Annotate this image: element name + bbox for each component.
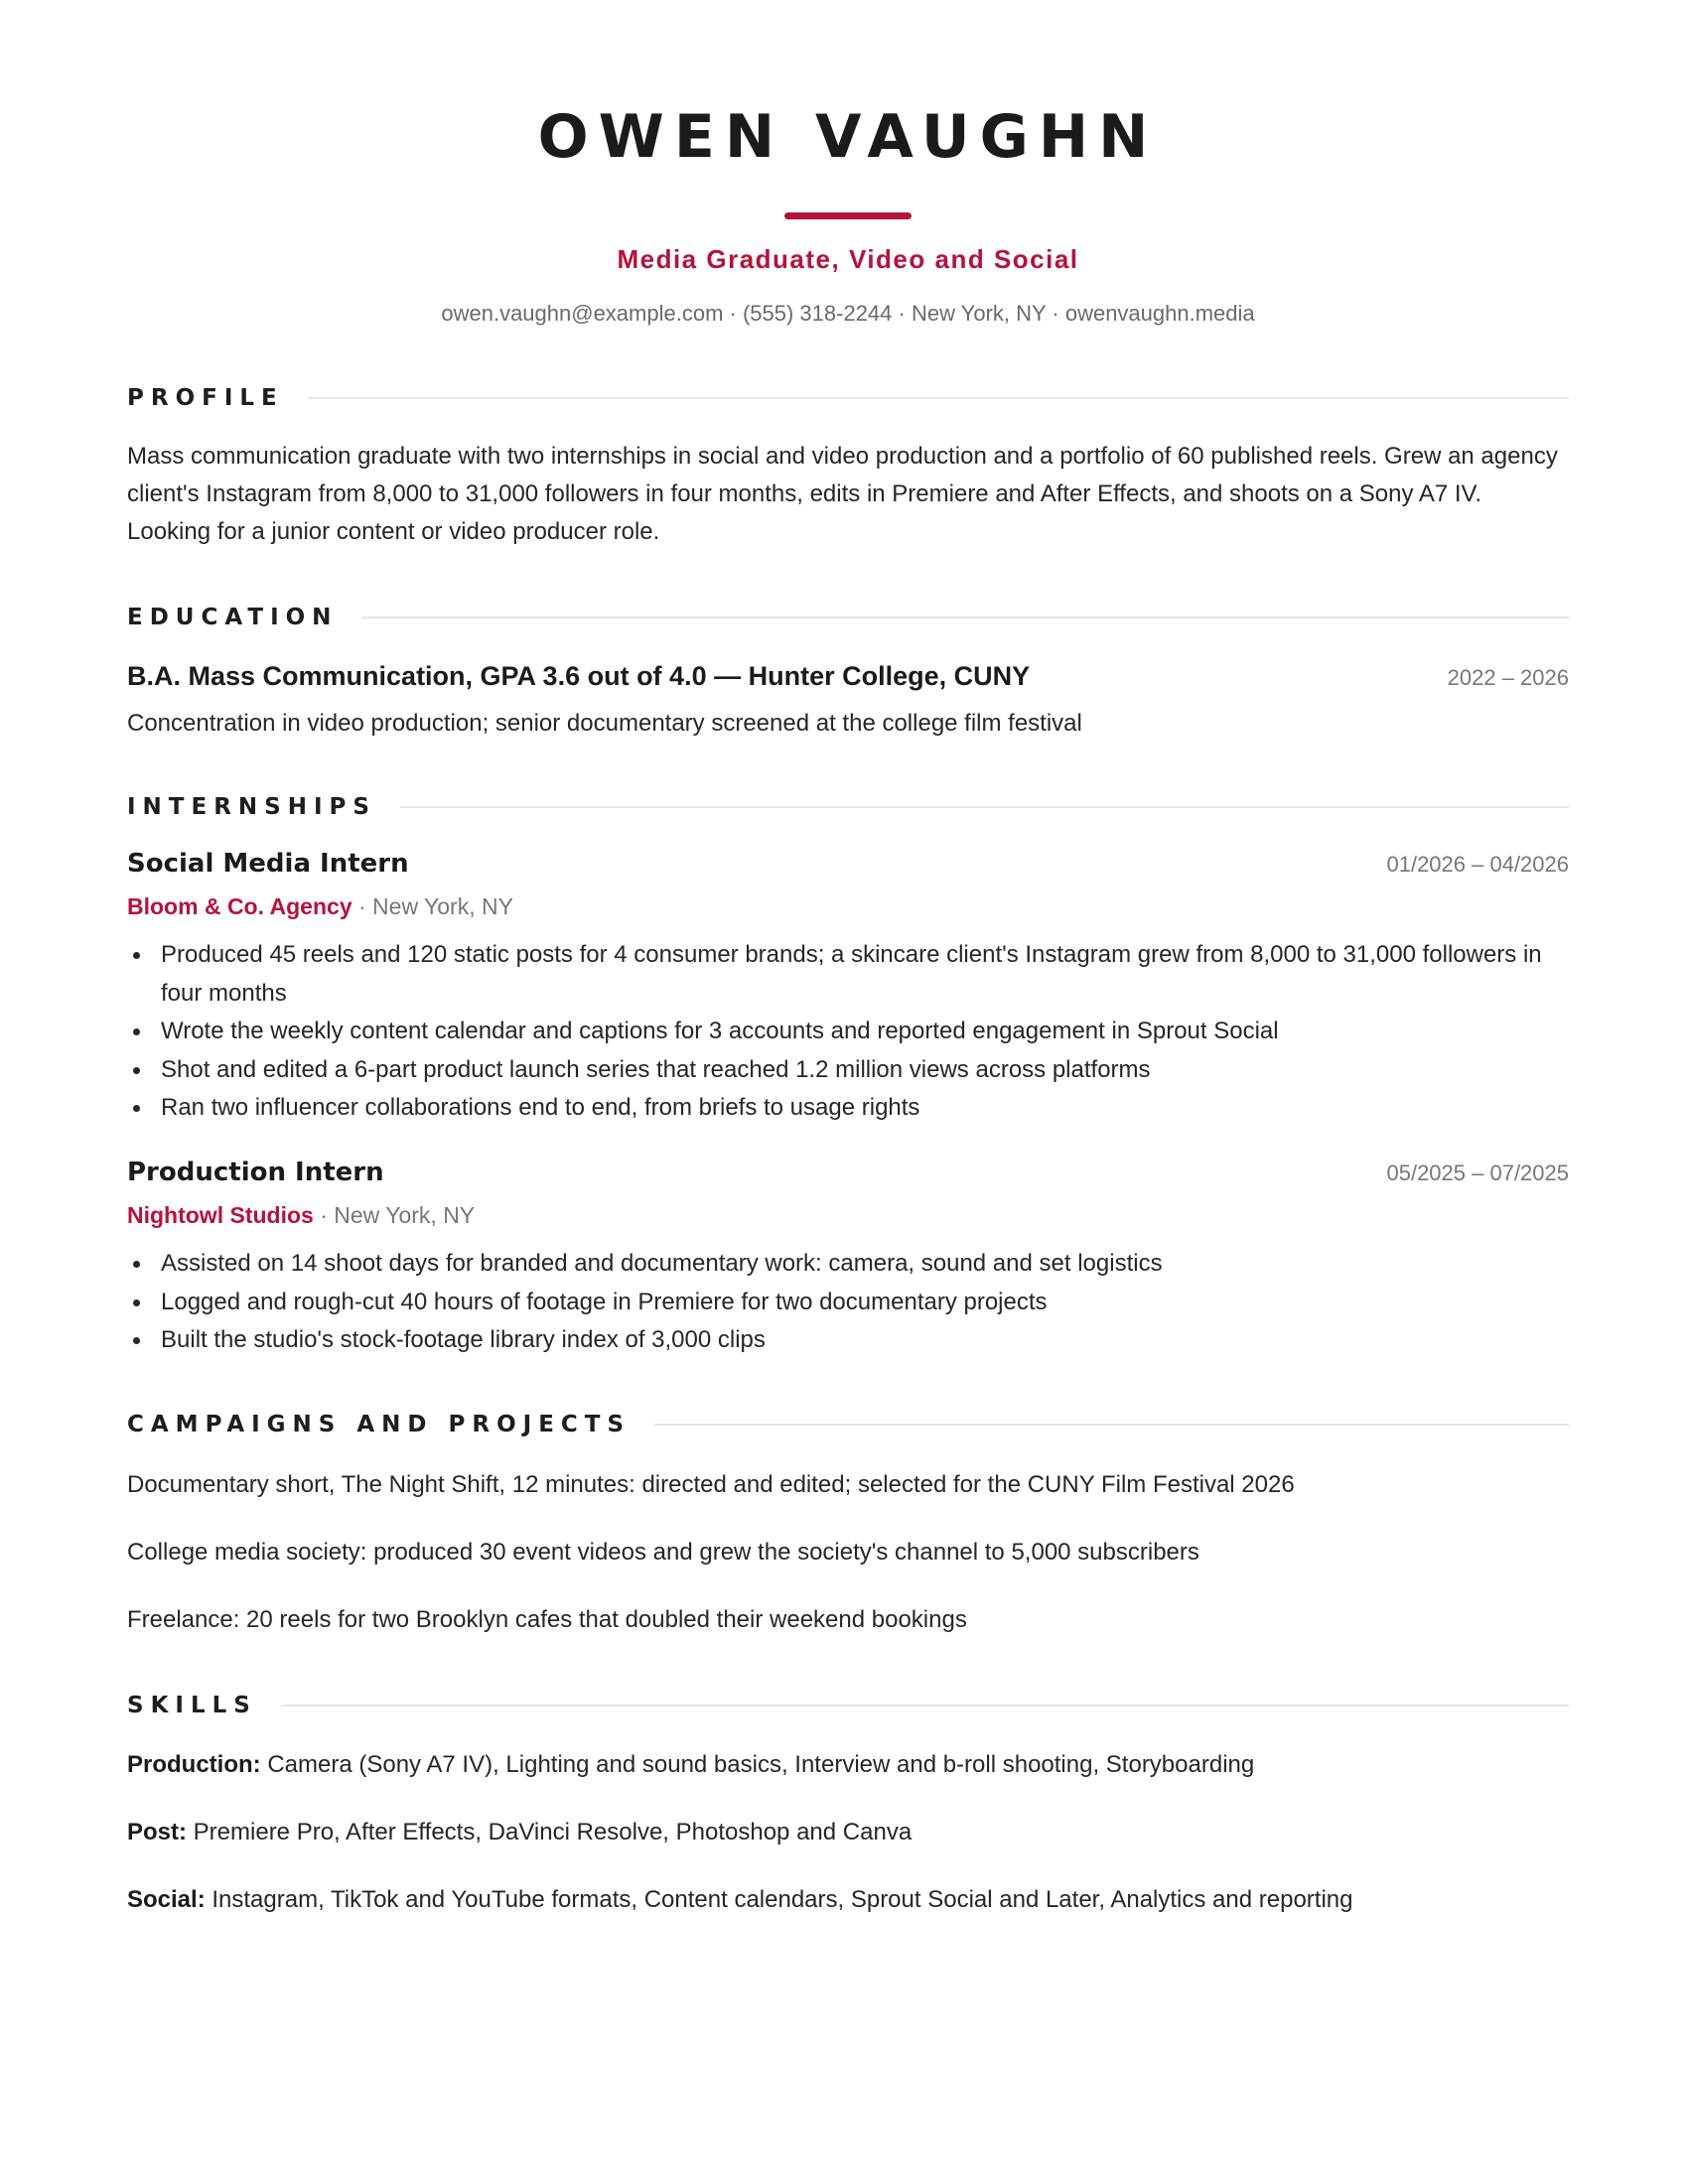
employer-location: · New York, NY xyxy=(352,893,513,919)
education-detail: Concentration in video production; senior documentary screened at the college film festival xyxy=(127,710,1082,737)
job-bullets xyxy=(127,936,1569,1128)
job-dates: 01/2026 – 04/2026 xyxy=(1386,852,1569,877)
education-dates: 2022 – 2026 xyxy=(1447,665,1569,690)
list-item: Assisted on 14 shoot days for branded and documentary work: camera, sound and set logistics xyxy=(127,1245,1569,1284)
employer-line xyxy=(127,893,513,920)
project-item: Documentary short, The Night Shift, 12 minutes: directed and edited; selected for the CUNY Film Festival 2026 xyxy=(127,1471,1295,1498)
section-header-projects xyxy=(127,1410,1569,1439)
skill-line-production xyxy=(127,1749,1569,1781)
list-item: Shot and edited a 6-part product launch series that reached 1.2 million views across platforms xyxy=(127,1051,1569,1090)
education-entry xyxy=(127,661,1569,692)
employer-line xyxy=(127,1202,475,1229)
skill-values: Camera (Sony A7 IV), Lighting and sound basics, Interview and b-roll shooting, Storyboarding xyxy=(260,1751,1255,1778)
contact-line: owen.vaughn@example.com · (555) 318-2244 · New York, NY · owenvaughn.media xyxy=(441,301,1255,326)
list-item: Produced 45 reels and 120 static posts for 4 consumer brands; a skincare client's Instagram grew from 8,000 to 31,000 followers in four months xyxy=(127,936,1569,1013)
skill-label: Production: xyxy=(127,1751,261,1778)
section-header-internships xyxy=(127,792,1569,822)
section-divider xyxy=(400,806,1569,808)
job-title: Social Media Intern xyxy=(127,849,409,879)
accent-divider xyxy=(784,212,912,219)
candidate-headline: Media Graduate, Video and Social xyxy=(617,244,1079,274)
list-item: Built the studio's stock-footage library index of 3,000 clips xyxy=(127,1321,1569,1360)
job-dates: 05/2025 – 07/2025 xyxy=(1386,1160,1569,1185)
section-title: SKILLS xyxy=(127,1693,257,1718)
skill-values: Premiere Pro, After Effects, DaVinci Resolve, Photoshop and Canva xyxy=(187,1819,913,1845)
degree-title: B.A. Mass Communication, GPA 3.6 out of 4.0 — Hunter College, CUNY xyxy=(127,661,1031,691)
section-divider xyxy=(654,1424,1569,1426)
skill-label: Social: xyxy=(127,1886,206,1913)
job-title: Production Intern xyxy=(127,1158,384,1187)
project-item: College media society: produced 30 event videos and grew the society's channel to 5,000 subscribers xyxy=(127,1539,1199,1566)
section-title: PROFILE xyxy=(127,385,284,411)
employer-location: · New York, NY xyxy=(313,1202,476,1228)
list-item: Logged and rough-cut 40 hours of footage in Premiere for two documentary projects xyxy=(127,1284,1569,1322)
section-title: INTERNSHIPS xyxy=(127,794,376,820)
section-divider xyxy=(361,616,1569,618)
section-title: CAMPAIGNS AND PROJECTS xyxy=(127,1412,632,1437)
skill-values: Instagram, TikTok and YouTube formats, Content calendars, Sprout Social and Later, Analytics and reporting xyxy=(205,1886,1353,1913)
employer-name: Bloom & Co. Agency xyxy=(127,893,352,919)
section-title: EDUCATION xyxy=(127,605,339,630)
profile-summary: Mass communication graduate with two internships in social and video production and a portfolio of 60 published reels. Grew an agency client's Instagram from 8,000 to 31,000 followers in four months, edits in Premiere and After Effects, and shoots on a Sony A7 IV. Looking for a junior content or video producer role. xyxy=(127,443,1558,545)
job-bullets xyxy=(127,1245,1569,1360)
section-header-skills xyxy=(127,1691,1569,1720)
skill-line-post xyxy=(127,1817,1569,1848)
internship-entry xyxy=(127,1158,1569,1187)
skill-line-social xyxy=(127,1884,1569,1916)
internship-entry xyxy=(127,849,1569,879)
list-item: Wrote the weekly content calendar and captions for 3 accounts and reported engagement in Sprout Social xyxy=(127,1013,1569,1051)
section-divider xyxy=(308,397,1569,399)
section-header-profile xyxy=(127,383,1569,413)
employer-name: Nightowl Studios xyxy=(127,1202,314,1228)
skill-label: Post: xyxy=(127,1819,187,1845)
section-divider xyxy=(281,1705,1569,1706)
candidate-name: OWEN VAUGHN xyxy=(537,102,1159,172)
section-header-education xyxy=(127,603,1569,632)
project-item: Freelance: 20 reels for two Brooklyn cafes that doubled their weekend bookings xyxy=(127,1606,967,1633)
list-item: Ran two influencer collaborations end to end, from briefs to usage rights xyxy=(127,1089,1569,1128)
